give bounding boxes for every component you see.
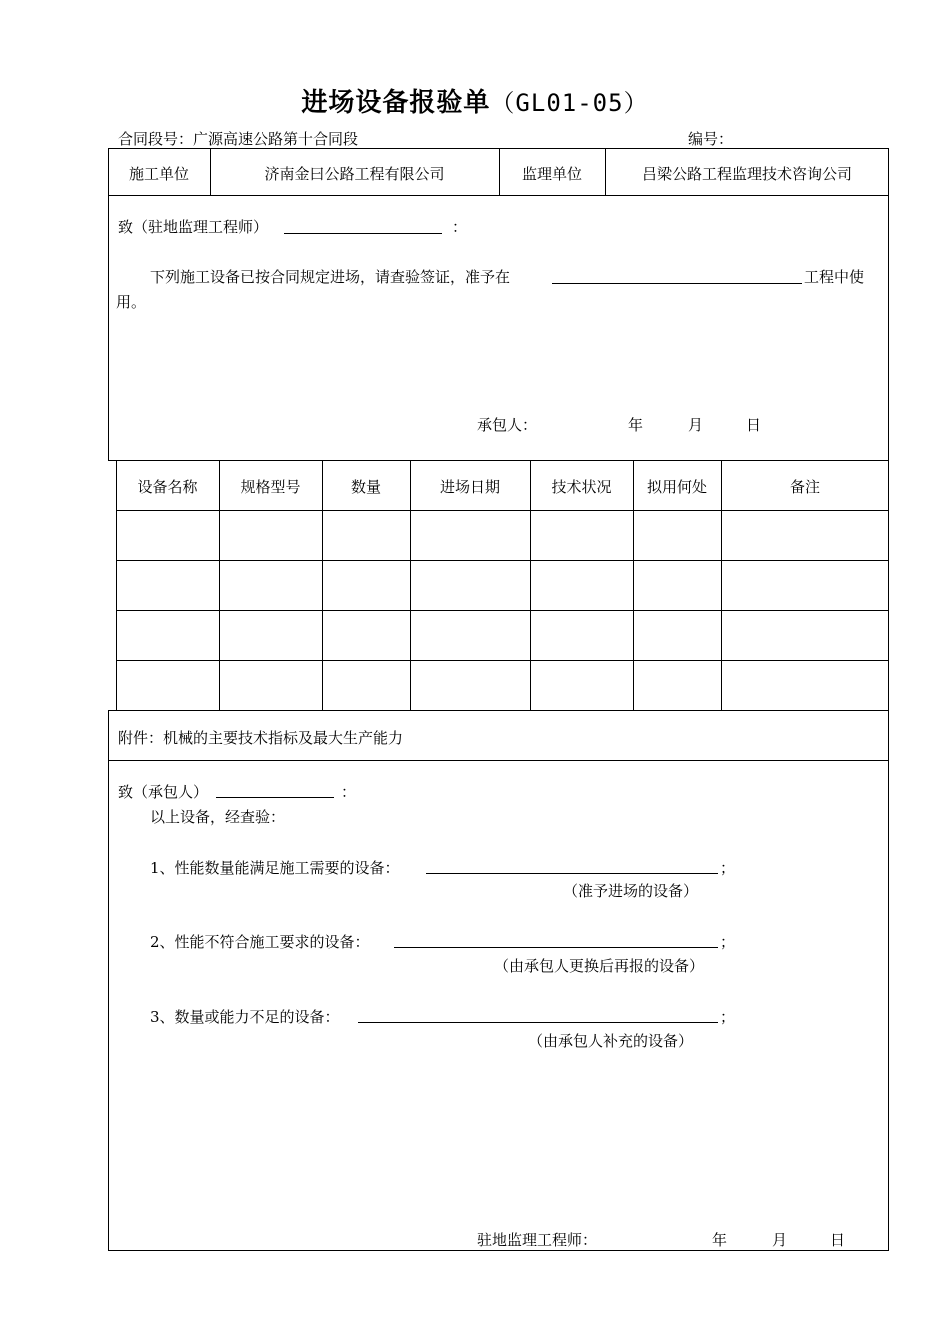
reply-year: 年 [712,1231,728,1249]
table-header-model: 规格型号 [240,478,301,496]
request-year: 年 [628,416,644,434]
request-colon: ： [452,218,468,236]
title-code: （GL01-05） [490,89,649,117]
item2-note: （由承包人更换后再报的设备） [494,957,705,975]
title-text: 进场设备报验单 [301,88,491,118]
item1-note: （准予进场的设备） [563,882,699,900]
reply-month: 月 [772,1231,788,1249]
supervision-unit-value: 吕梁公路工程监理技术咨询公司 [641,165,852,183]
page-title [0,82,950,119]
engineer-label: 驻地监理工程师： [477,1231,598,1249]
construction-unit-label: 施工单位 [128,165,189,183]
reply-item1: 1、性能数量能满足施工需要的设备： [150,859,400,877]
project-name-blank[interactable] [552,283,802,284]
item3-semicolon: ； [720,1008,736,1026]
reply-day: 日 [830,1231,846,1249]
construction-unit-value: 济南金曰公路工程有限公司 [264,165,445,183]
table-header-entry-date: 进场日期 [439,478,500,496]
request-day: 日 [746,416,762,434]
table-row[interactable] [116,510,889,560]
supervision-unit-label: 监理单位 [521,165,582,183]
reply-intro: 以上设备，经查验： [150,808,286,826]
item3-note: （由承包人补充的设备） [528,1032,694,1050]
contractor-name-blank[interactable] [216,797,334,798]
request-body-line1: 下列施工设备已按合同规定进场，请查验签证，准予在 [150,268,511,286]
table-row[interactable] [116,660,889,710]
table-header-equipment-name: 设备名称 [137,478,198,496]
reply-to-label: 致（承包人） [118,783,209,801]
contractor-label: 承包人： [477,416,538,434]
reply-colon: ： [341,783,357,801]
item1-semicolon: ； [720,859,736,877]
item2-semicolon: ； [720,933,736,951]
attachment-text: 附件：机械的主要技术指标及最大生产能力 [118,729,404,747]
table-header-technical-status: 技术状况 [551,478,612,496]
request-body-line1-end: 工程中使 [804,268,865,286]
table-header-intended-use: 拟用何处 [646,478,707,496]
contract-label: 合同段号：广源高速公路第十合同段 [118,130,359,148]
reply-item3: 3、数量或能力不足的设备： [150,1008,340,1026]
request-month: 月 [688,416,704,434]
engineer-name-blank[interactable] [284,233,442,234]
request-to-label: 致（驻地监理工程师） [118,218,269,236]
item1-blank[interactable] [426,873,718,874]
item2-blank[interactable] [394,947,718,948]
table-body [116,510,889,710]
request-body-line2: 用。 [116,293,147,311]
table-row[interactable] [116,610,889,660]
item3-blank[interactable] [358,1022,718,1023]
table-header-quantity: 数量 [350,478,381,496]
table-row[interactable] [116,560,889,610]
reply-item2: 2、性能不符合施工要求的设备： [150,933,370,951]
number-label: 编号： [688,130,734,148]
table-header-remarks: 备注 [789,478,820,496]
